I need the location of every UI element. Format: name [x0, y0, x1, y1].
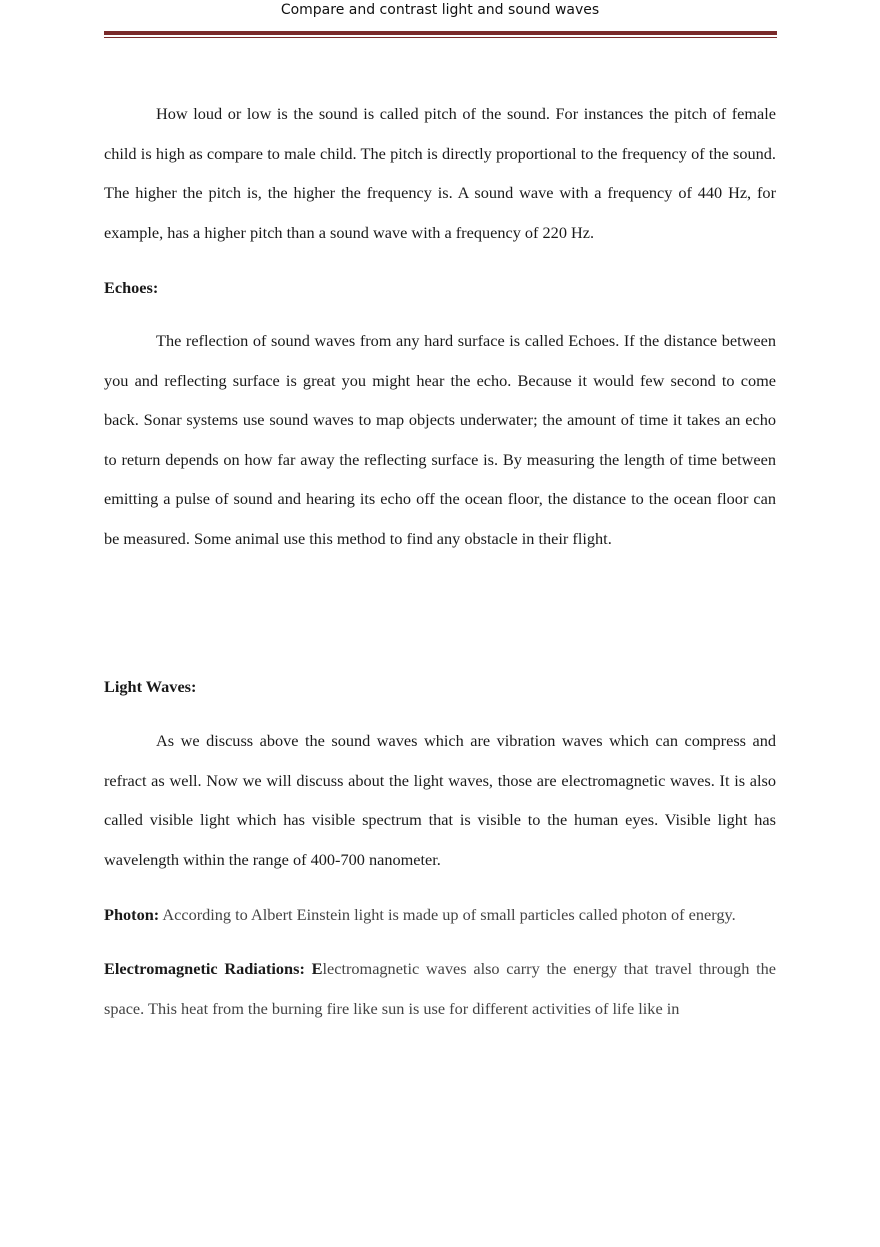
em-radiation-paragraph [104, 949, 776, 1028]
em-radiation-label: Electromagnetic Radiations: E [104, 959, 323, 978]
photon-text: According to Albert Einstein light is made up of small particles called photon of energy. [159, 905, 736, 924]
light-waves-paragraph: As we discuss above the sound waves which are vibration waves which can compress and refract as well. Now we will discuss about the light waves, those are electromagnetic waves. It is also called visible light which has visible spectrum that is visible to the human eyes. Visible light has wavelength within the range of 400-700 nanometer. [104, 731, 776, 869]
header-rule-thin [104, 37, 777, 38]
document-title: Compare and contrast light and sound waves [280, 2, 600, 18]
photon-label: Photon: [104, 905, 160, 924]
header-rule-thick [104, 31, 777, 35]
light-waves-heading: Light Waves: [104, 677, 197, 696]
photon-paragraph [104, 895, 776, 935]
em-radiation-text: lectromagnetic waves also carry the energy that travel through the space. This heat from the burning fire like sun is use for different activities of life like in [104, 959, 776, 1018]
pitch-paragraph: How loud or low is the sound is called pitch of the sound. For instances the pitch of female child is high as compare to male child. The pitch is directly proportional to the frequency of the sound. The higher the pitch is, the higher the frequency is. A sound wave with a frequency of 440 Hz, for example, has a higher pitch than a sound wave with a frequency of 220 Hz. [104, 104, 776, 242]
echoes-heading: Echoes: [104, 278, 159, 297]
echoes-paragraph: The reflection of sound waves from any hard surface is called Echoes. If the distance between you and reflecting surface is great you might hear the echo. Because it would few second to come back. Sonar systems use sound waves to map objects underwater; the amount of time it takes an echo to return depends on how far away the reflecting surface is. By measuring the length of time between emitting a pulse of sound and hearing its echo off the ocean floor, the distance to the ocean floor can be measured. Some animal use this method to find any obstacle in their flight. [104, 331, 776, 548]
